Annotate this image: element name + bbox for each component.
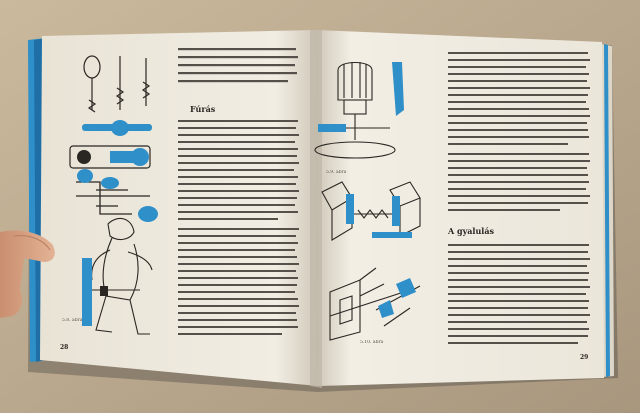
right-page-number: 29 — [580, 354, 589, 361]
right-figure-caption-bottom: 5.10. ábra — [360, 340, 384, 345]
left-page-heading: Fúrás — [190, 104, 216, 114]
right-figure-caption-top: 5.9. ábra — [326, 170, 347, 175]
left-page-number: 28 — [60, 344, 69, 351]
right-page-heading: A gyalulás — [448, 226, 494, 236]
left-figure-caption: 5.8. ábra — [62, 318, 83, 323]
